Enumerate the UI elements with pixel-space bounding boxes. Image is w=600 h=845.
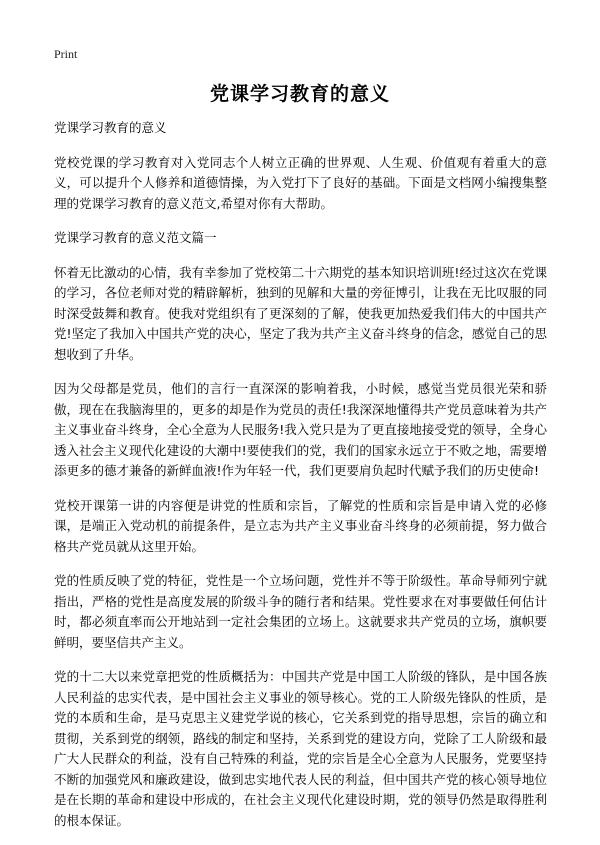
print-link[interactable]: Print	[54, 47, 78, 61]
body-paragraph: 党的性质反映了党的特征，党性是一个立场问题，党性并不等于阶级性。革命导师列宁就指出，严格的党性是高度发展的阶级斗争的随行者和结果。党性要求在对事要做任何估计时，都必须直率而公开地站到一定社会集团的立场上。这就要求共产党员的立场，旗帜要鲜明，要坚信共产主义。	[54, 573, 547, 650]
body-paragraph: 怀着无比激动的心情，我有幸参加了党校第二十六期党的基本知识培训班!经过这次在党课的学习，各位老师对党的精辟解析，独到的见解和大量的旁征博引，让我在无比叹服的同时深受鼓舞和教育。使我对党组织有了更深刻的了解，使我更加热爱我们伟大的中国共产党!坚定了我加入中国共产党的决心，坚定了我为共产主义奋斗终身的信念，感觉自己的思想收到了升华。	[54, 264, 547, 362]
intro-paragraph: 党校党课的学习教育对入党同志个人树立正确的世界观、人生观、价值观有着重大的意义，可以提升个人修养和道德情操，为入党打下了良好的基础。下面是文档网小编搜集整理的党课学习教育的意义范文,希望对你有大帮助。	[54, 154, 547, 211]
body-paragraph: 党的十二大以来党章把党的性质概括为：中国共产党是中国工人阶级的锋队，是中国各族人民利益的忠实代表，是中国社会主义事业的领导核心。党的工人阶级先锋队的性质，是党的本质和生命，是马克思主义建党学说的核心，它关系到党的指导思想，宗旨的确立和贯彻，关系到党的纲领，路线的制定和坚持，关系到党的建设方向，党除了工人阶级和最广大人民群众的利益，没有自己特殊的利益，党的宗旨是全心全意为人民服务，党要坚持不断的加强党风和廉政建设，做到忠实地代表人民的利益，但中国共产党的核心领导地位是在长期的革命和建设中形成的，在社会主义现代化建设时期，党的领导仍然是取得胜利的根本保证。	[54, 669, 547, 828]
page-title: 党课学习教育的意义	[209, 83, 390, 105]
section-heading: 党课学习教育的意义范文篇一	[54, 230, 217, 245]
section-heading: 党课学习教育的意义	[54, 120, 167, 135]
body-paragraph: 党校开课第一讲的内容便是讲党的性质和宗旨，了解党的性质和宗旨是申请入党的必修课，是端正入党动机的前提条件，是立志为共产主义事业奋斗终身的必须前提，努力做合格共产党员就从这里开始。	[54, 497, 547, 554]
body-paragraph: 因为父母都是党员，他们的言行一直深深的影响着我，小时候，感觉当党员很光荣和骄傲，现在在我脑海里的，更多的却是作为党员的责任!我深深地懂得共产党员意味着为共产主义事业奋斗终身，全心全意为人民服务!我入党只是为了更直接地接受党的领导，全身心透入社会主义现代化建设的大潮中!要使我们的党，我们的国家永远立于不败之地，需要增添更多的德才兼备的新鲜血液!作为年轻一代，我们更要肩负起时代赋予我们的历史使命!	[54, 381, 547, 478]
document-body	[54, 118, 547, 845]
